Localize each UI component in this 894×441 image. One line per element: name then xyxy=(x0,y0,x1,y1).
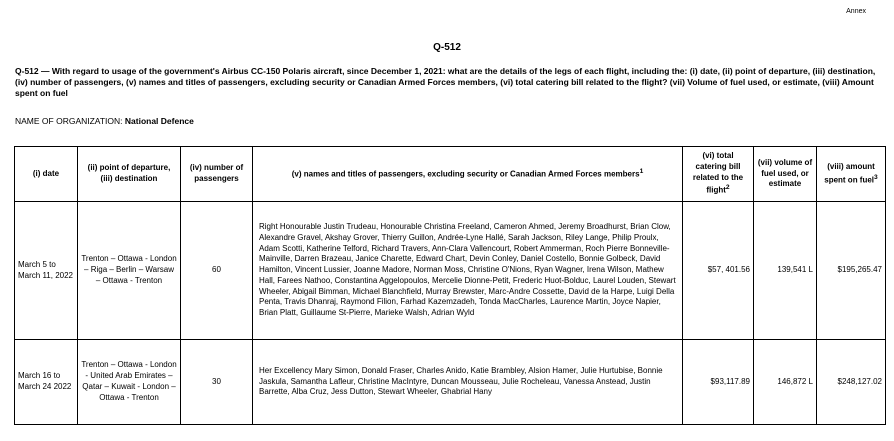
organization-value: National Defence xyxy=(124,116,194,126)
footnote-2: 2 xyxy=(725,184,730,192)
col-header-departure-a: (ii) point of departure, xyxy=(87,163,171,173)
cell-fuel-volume: 146,872 L xyxy=(754,340,817,425)
flights-table xyxy=(14,146,886,425)
header-row xyxy=(15,147,886,202)
cell-passengers: 60 xyxy=(181,202,253,340)
cell-route: Trenton – Ottawa - London - United Arab Emirates – Qatar – Kuwait - London – Ottawa - Trenton xyxy=(78,340,181,425)
col-header-catering-text: (vi) total catering bill related to the flight xyxy=(692,151,744,196)
col-header-names-text: (v) names and titles of passengers, excluding security or Canadian Armed Forces members xyxy=(291,169,640,179)
col-header-passengers: (iv) number of passengers xyxy=(181,147,253,202)
cell-passengers: 30 xyxy=(181,340,253,425)
cell-fuel-amount: $248,127.02 xyxy=(817,340,886,425)
col-header-catering xyxy=(683,147,754,202)
organization-line xyxy=(15,116,194,127)
organization-label: NAME OF ORGANIZATION: xyxy=(15,116,123,126)
col-header-date: (i) date xyxy=(15,147,78,202)
cell-catering: $93,117.89 xyxy=(683,340,754,425)
question-number: Q-512 xyxy=(433,42,461,53)
table-row xyxy=(15,340,886,425)
cell-fuel-volume: 139,541 L xyxy=(754,202,817,340)
col-header-fuel-volume: (vii) volume of fuel used, or estimate xyxy=(754,147,817,202)
cell-date: March 5 to March 11, 2022 xyxy=(15,202,78,340)
col-header-departure-b: (iii) destination xyxy=(100,174,158,183)
col-header-departure xyxy=(78,147,181,202)
cell-names: Her Excellency Mary Simon, Donald Fraser, Charles Anido, Katie Brambley, Alsion Hamer, Julie Hurtubise, Bonnie Jaskula, Samantha Lafleur, Christine MacIntyre, Duncan Mousseau, Julie Rocheleau, Vanessa Anstead, Justin Barrette, Alba Cruz, Jess Dutton, Stewart Wheeler, Ghabrial Hany xyxy=(253,340,683,425)
col-header-fuel-amount-text: (viii) amount spent on fuel xyxy=(824,161,875,185)
question-text: Q-512 — With regard to usage of the government's Airbus CC-150 Polaris aircraft, since December 1, 2021: what are the details of the legs of each flight, including the: (i) date, (ii) point of departure, (iii) destination, (iv) number of passengers, (v) names and titles of passengers, excluding security or Canadian Armed Forces members, (vi) total catering bill related to the flight? (vii) Volume of fuel used, or estimate, (viii) Amount spent on fuel xyxy=(15,66,876,98)
cell-route: Trenton – Ottawa - London – Riga – Berlin – Warsaw – Ottawa - Trenton xyxy=(78,202,181,340)
annex-label: Annex xyxy=(846,8,866,15)
footnote-1: 1 xyxy=(639,168,644,176)
cell-names: Right Honourable Justin Trudeau, Honourable Christina Freeland, Cameron Ahmed, Jeremy Broadhurst, Brian Clow, Alexandre Gravel, Akshay Grover, Thierry Guillon, Andrée-Lyne Hallé, Sarah Jackson, Riley Lange, Philip Proulx, Adam Scotti, Katherine Telford, Richard Travers, Ann-Clara Vallencourt, Robert Ammerman, Roch Pierre Bonneville-Mainville, Darren Brazeau, Janice Charette, Edward Chart, Devin Conley, Daniel Costello, Bonnie Golbeck, David Hamilton, Vincent Lussier, Joanne Madore, Norman Moss, Christine O'Nions, Ryan Wagner, Irena Wilson, Mathew Hall, Farees Nathoo, Constantina Aggelopoulos, Mercelie Dionne-Petit, Frederic Huot-Bolduc, Laurel Louden, Stewart Wheeler, Abigail Bimman, Michael Blanchfield, Murray Brewster, Marc-Andre Cossette, David de la Harpe, Luigi Della Penta, Travis Dhanraj, Raymond Filion, Farhad Kazemzadeh, Tonda MacCharles, Laurence Martin, Joyce Napier, Brian Platt, Guillaume St-Pierre, Marieke Walsh, Adrian Wyld xyxy=(253,202,683,340)
cell-fuel-amount: $195,265.47 xyxy=(817,202,886,340)
cell-date: March 16 to March 24 2022 xyxy=(15,340,78,425)
col-header-names xyxy=(253,147,683,202)
cell-catering: $57, 401.56 xyxy=(683,202,754,340)
col-header-fuel-amount xyxy=(817,147,886,202)
table-row xyxy=(15,202,886,340)
footnote-3: 3 xyxy=(874,173,878,181)
